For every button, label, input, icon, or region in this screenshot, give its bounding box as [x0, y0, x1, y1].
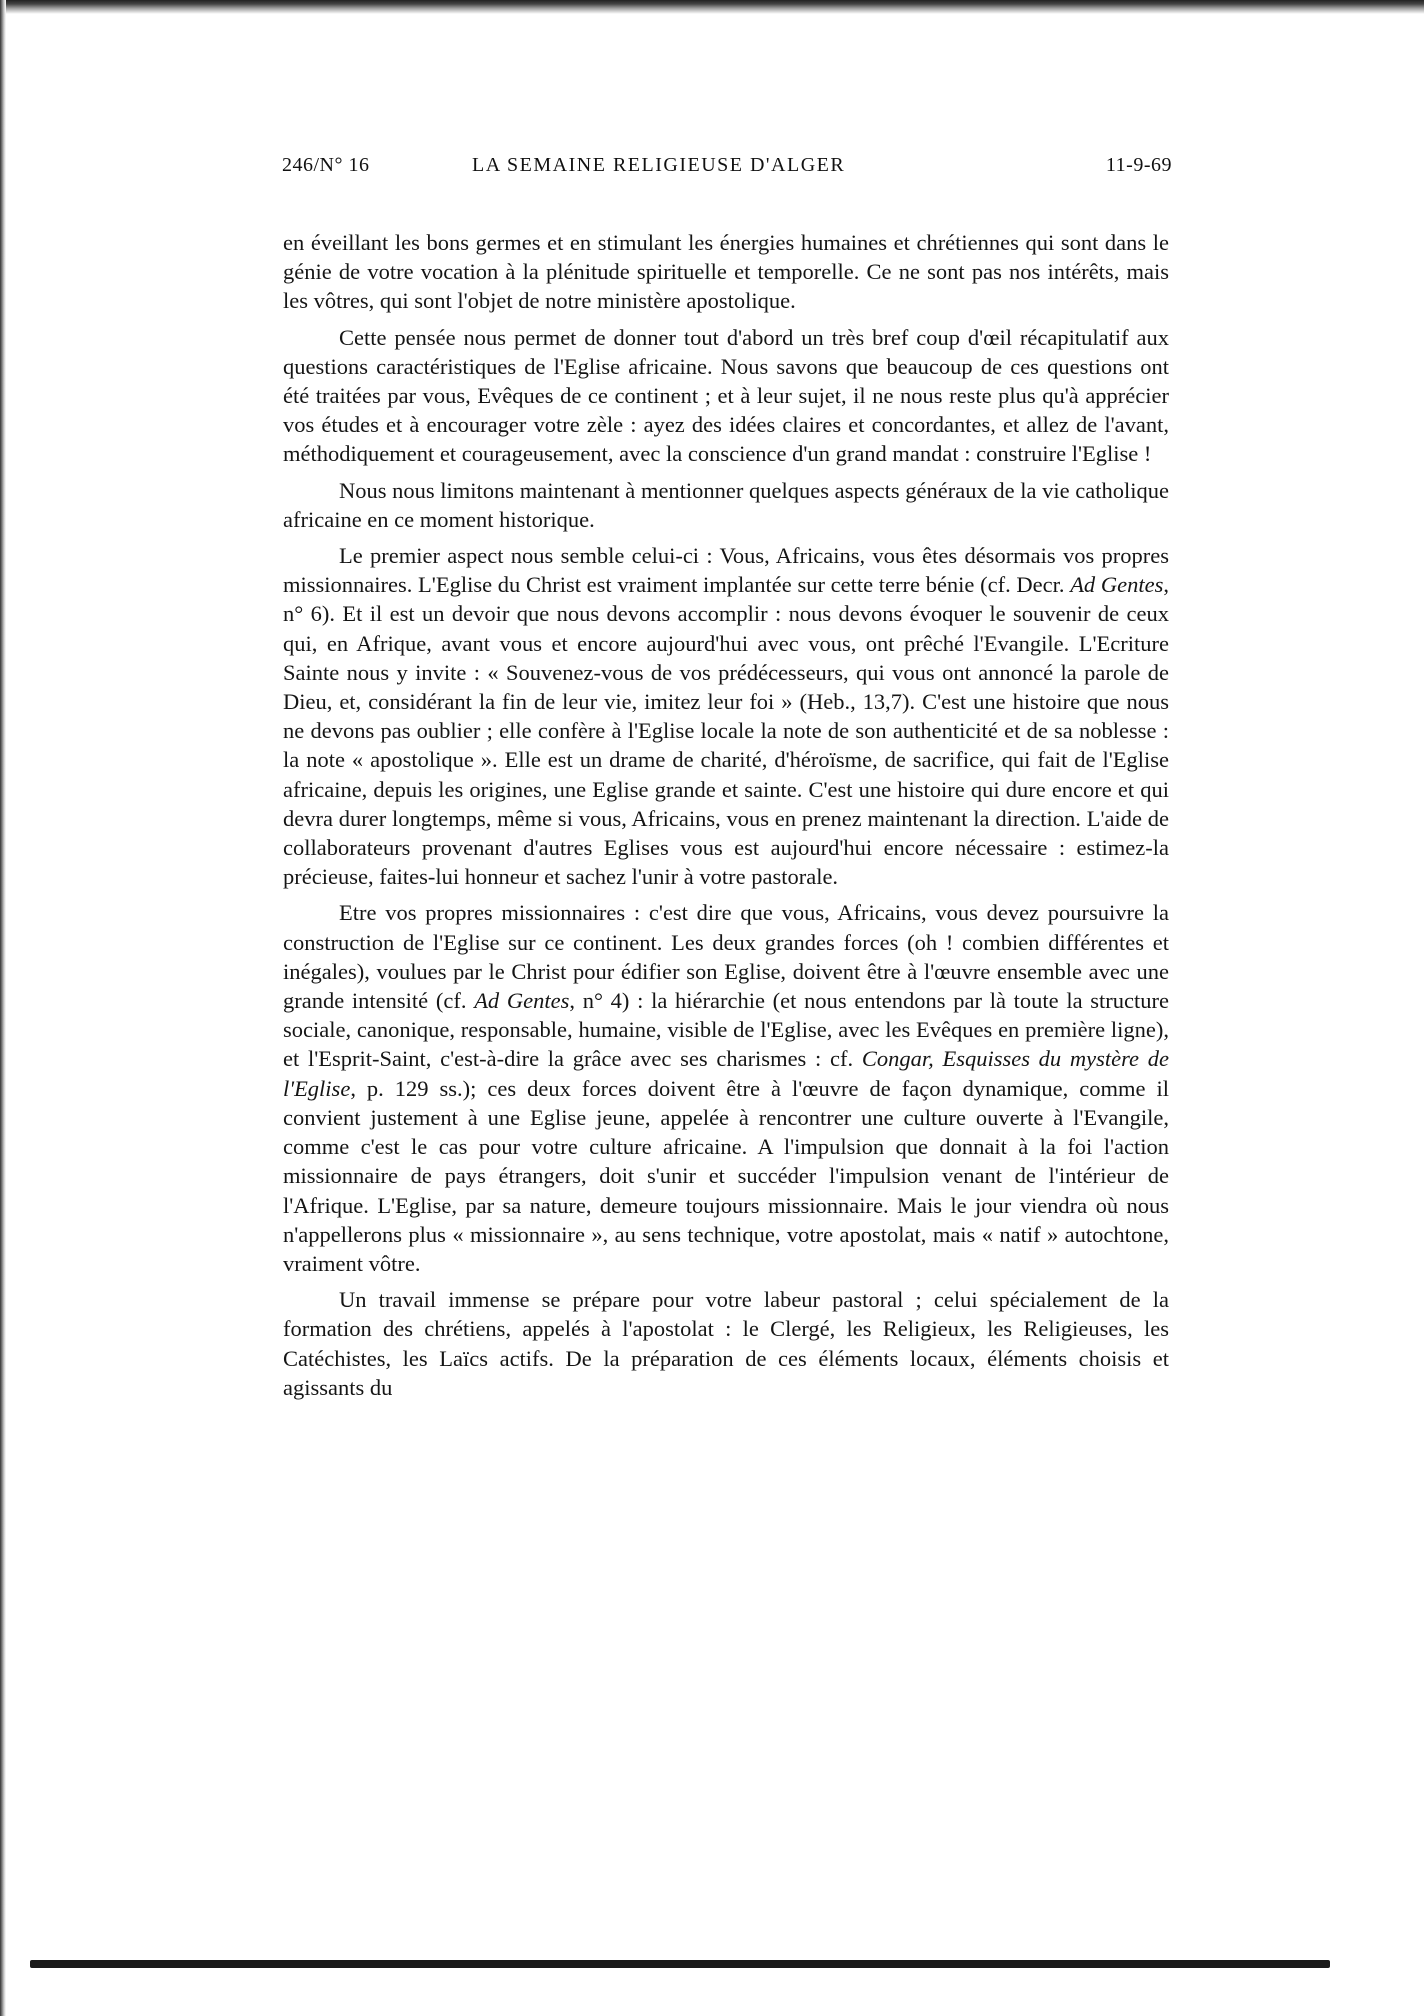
article-body — [283, 228, 1169, 1409]
italic-citation: Ad Gentes — [474, 988, 570, 1014]
italic-citation: Ad Gentes — [1070, 572, 1164, 598]
text-segment: , n° 6). Et il est un devoir que nous devons accomplir : nous devons évoquer le souvenir de ceux qui, en Afrique, avant vous et encore aujourd'hui avec vous, ont prêché l'Evangile. L'Ecriture Sainte nous y invite : « Souvenez-vous de vos prédécesseurs, qui vous ont annoncé la parole de Dieu, et, considérant la fin de leur vie, imitez leur foi » (Heb., 13,7). C'est une histoire que nous ne devons pas oublier ; elle confère à l'Eglise locale la note de son authenticité et de sa noblesse : la note « apostolique ». Elle est un drame de charité, d'héroïsme, de sacrifice, qui fait de l'Eglise africaine, depuis les origines, une Eglise grande et sainte. C'est une histoire qui dure encore et qui devra durer longtemps, même si vous, Africains, vous en prenez maintenant la direction. L'aide de collaborateurs provenant d'autres Eglises vous est aujourd'hui encore nécessaire : estimez-la précieuse, faites-lui honneur et sachez l'unir à votre pastorale. — [283, 572, 1169, 890]
text-segment: , p. 129 ss.); ces deux forces doivent être à l'œuvre de façon dynamique, comme il convient justement à une Eglise jeune, appelée à rencontrer une culture ouverte à l'Evangile, comme c'est le cas pour votre culture africaine. A l'impulsion que donnait à la foi l'action missionnaire de pays étrangers, doit s'unir et succéder l'impulsion venant de l'intérieur de l'Afrique. L'Eglise, par sa nature, demeure toujours missionnaire. Mais le jour viendra où nous n'appellerons plus « missionnaire », au sens technique, votre apostolat, mais « natif » autochtone, vraiment vôtre. — [283, 1075, 1169, 1276]
paragraph — [283, 1285, 1169, 1402]
scan-left-edge — [0, 0, 6, 2016]
issue-date: 11-9-69 — [1105, 154, 1172, 176]
text-segment: Nous nous limitons maintenant à mentionner quelques aspects généraux de la vie catholique africaine en ce moment historique. — [283, 477, 1169, 532]
publication-title: LA SEMAINE RELIGIEUSE D'ALGER — [472, 154, 846, 176]
paragraph — [283, 476, 1169, 534]
running-header — [282, 154, 1172, 184]
page-number: 246/N° 16 — [282, 154, 370, 176]
italic-citation: Congar, Esquisses du mystère de l'Eglise — [283, 1046, 1169, 1101]
text-segment: Un travail immense se prépare pour votre labeur pastoral ; celui spécialement de la formation des chrétiens, appelés à l'apostolat : le Clergé, les Religieux, les Religieuses, les Catéchistes, les Laïcs actifs. De la préparation de ces éléments locaux, éléments choisis et agissants du — [283, 1287, 1169, 1400]
text-segment: Cette pensée nous permet de donner tout d'abord un très bref coup d'œil récapitulatif aux questions caractéristiques de l'Eglise africaine. Nous savons que beaucoup de ces questions ont été traitées par vous, Evêques de ce continent ; et à leur sujet, il ne nous reste plus qu'à apprécier vos études et à encourager votre zèle : ayez des idées claires et concordantes, et allez de l'avant, méthodiquement et courageusement, avec la conscience d'un grand mandat : construire l'Eglise ! — [283, 324, 1169, 467]
paragraph — [283, 541, 1169, 891]
text-segment: , n° 4) : la hiérarchie (et nous entendons par là toute la structure sociale, canonique, responsable, humaine, visible de l'Eglise, avec les Evêques en première ligne), et l'Esprit-Saint, c'est-à-dire la grâce avec ses charismes : cf. — [283, 988, 1170, 1072]
paragraph — [283, 898, 1169, 1278]
paragraph — [283, 228, 1169, 316]
scan-top-edge — [0, 0, 1424, 14]
text-segment: Le premier aspect nous semble celui-ci : Vous, Africains, vous êtes désormais vos propres missionnaires. L'Eglise du Christ est vraiment implantée sur cette terre bénie (cf. Decr. — [283, 543, 1169, 598]
text-segment: en éveillant les bons germes et en stimulant les énergies humaines et chrétiennes qui sont dans le génie de votre vocation à la plénitude spirituelle et temporelle. Ce ne sont pas nos intérêts, mais les vôtres, qui sont l'objet de notre ministère apostolique. — [283, 230, 1169, 314]
paragraph — [283, 323, 1169, 469]
text-segment: Etre vos propres missionnaires : c'est dire que vous, Africains, vous devez poursuivre la construction de l'Eglise sur ce continent. Les deux grandes forces (oh ! combien différentes et inégales), voulues par le Christ pour édifier son Eglise, doivent être à l'œuvre ensemble avec une grande intensité (cf. — [283, 900, 1169, 1014]
scan-bottom-edge — [30, 1960, 1330, 1968]
